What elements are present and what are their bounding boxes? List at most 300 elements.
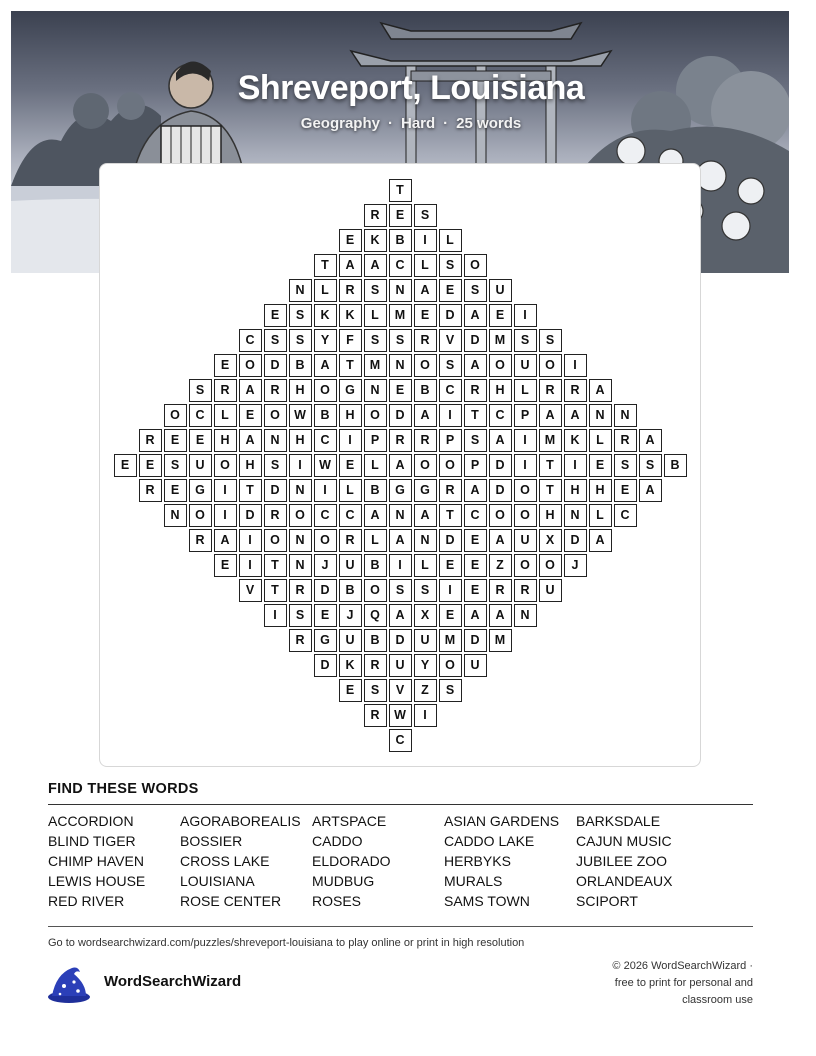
wizard-hat-icon (46, 964, 92, 1004)
grid-cell[interactable]: R (139, 429, 162, 452)
grid-cell[interactable]: A (414, 504, 437, 527)
difficulty-label: Hard (400, 115, 436, 132)
grid-cell[interactable]: B (414, 379, 437, 402)
grid-cell[interactable]: N (564, 504, 587, 527)
meta-separator: · (387, 115, 393, 132)
grid-cell[interactable]: I (514, 304, 537, 327)
grid-cell[interactable]: D (389, 629, 412, 652)
grid-cell[interactable]: G (389, 479, 412, 502)
grid-cell[interactable]: A (239, 429, 262, 452)
grid-cell[interactable]: S (414, 204, 437, 227)
word-list-item: SAMS TOWN (444, 893, 530, 909)
grid-cell[interactable]: D (264, 354, 287, 377)
grid-cell[interactable]: R (539, 379, 562, 402)
word-list-item: LEWIS HOUSE (48, 873, 146, 889)
grid-cell[interactable]: S (464, 279, 487, 302)
grid-cell[interactable]: R (489, 579, 512, 602)
grid-cell[interactable]: R (139, 479, 162, 502)
grid-cell[interactable]: S (389, 329, 412, 352)
grid-cell[interactable]: G (414, 479, 437, 502)
grid-cell[interactable]: S (414, 579, 437, 602)
grid-cell[interactable]: E (264, 304, 287, 327)
word-list-item: BOSSIER (180, 833, 243, 849)
grid-cell[interactable]: E (314, 604, 337, 627)
word-list-item: ELDORADO (312, 853, 391, 869)
grid-cell[interactable]: E (189, 429, 212, 452)
grid-cell[interactable]: C (389, 254, 412, 277)
grid-cell[interactable]: F (339, 329, 362, 352)
grid-cell[interactable]: S (464, 429, 487, 452)
grid-cell[interactable]: A (464, 479, 487, 502)
grid-cell[interactable]: W (314, 454, 337, 477)
grid-cell[interactable]: E (414, 304, 437, 327)
grid-cell[interactable]: G (314, 629, 337, 652)
grid-cell[interactable]: T (439, 504, 462, 527)
grid-cell[interactable]: L (364, 304, 387, 327)
grid-cell[interactable]: I (439, 579, 462, 602)
grid-cell[interactable]: A (389, 454, 412, 477)
grid-cell[interactable]: A (489, 429, 512, 452)
word-list-item: ARTSPACE (312, 813, 387, 829)
grid-cell[interactable]: I (514, 429, 537, 452)
grid-cell[interactable]: L (589, 429, 612, 452)
grid-cell[interactable]: Y (314, 329, 337, 352)
grid-cell[interactable]: P (439, 429, 462, 452)
grid-cell[interactable]: R (289, 579, 312, 602)
word-list-item: ROSES (312, 893, 362, 909)
grid-cell[interactable]: R (339, 279, 362, 302)
grid-cell[interactable]: B (389, 229, 412, 252)
grid-cell[interactable]: R (264, 379, 287, 402)
grid-cell[interactable]: B (289, 354, 312, 377)
grid-cell[interactable]: I (514, 454, 537, 477)
grid-cell[interactable]: I (339, 429, 362, 452)
meta-separator: · (443, 115, 449, 132)
word-list-item: ORLANDEAUX (576, 873, 673, 889)
grid-cell[interactable]: O (314, 379, 337, 402)
grid-cell[interactable]: A (464, 354, 487, 377)
grid-cell[interactable]: T (339, 354, 362, 377)
grid-cell[interactable]: A (214, 529, 237, 552)
grid-cell[interactable]: R (439, 479, 462, 502)
grid-cell[interactable]: H (289, 379, 312, 402)
grid-cell[interactable]: H (539, 504, 562, 527)
grid-cell[interactable]: I (314, 479, 337, 502)
grid-cell[interactable]: S (364, 679, 387, 702)
grid-cell[interactable]: I (214, 504, 237, 527)
grid-cell[interactable]: E (614, 479, 637, 502)
grid-cell[interactable]: A (639, 479, 662, 502)
grid-cell[interactable]: M (489, 629, 512, 652)
grid-cell[interactable]: P (364, 429, 387, 452)
grid-cell[interactable]: E (439, 554, 462, 577)
grid-cell[interactable]: A (589, 529, 612, 552)
grid-cell[interactable]: R (464, 379, 487, 402)
grid-cell[interactable]: D (439, 304, 462, 327)
grid-cell[interactable]: O (264, 404, 287, 427)
grid-cell[interactable]: H (489, 379, 512, 402)
grid-cell[interactable]: A (314, 354, 337, 377)
grid-cell[interactable]: U (489, 279, 512, 302)
grid-cell[interactable]: N (389, 504, 412, 527)
word-list-item: CADDO LAKE (444, 833, 535, 849)
grid-cell[interactable]: I (239, 529, 262, 552)
grid-cell[interactable]: R (564, 379, 587, 402)
grid-cell[interactable]: Q (364, 604, 387, 627)
grid-cell[interactable]: N (289, 554, 312, 577)
grid-cell[interactable]: A (489, 604, 512, 627)
grid-cell[interactable]: L (514, 379, 537, 402)
grid-cell[interactable]: A (539, 404, 562, 427)
grid-cell[interactable]: T (464, 404, 487, 427)
grid-cell[interactable]: R (364, 204, 387, 227)
grid-cell[interactable]: M (364, 354, 387, 377)
grid-cell[interactable]: C (389, 729, 412, 752)
grid-cell[interactable]: B (364, 629, 387, 652)
grid-cell[interactable]: R (214, 379, 237, 402)
grid-cell[interactable]: E (339, 454, 362, 477)
grid-cell[interactable]: W (389, 704, 412, 727)
puzzle-meta (11, 115, 789, 132)
grid-cell[interactable]: C (489, 404, 512, 427)
grid-cell[interactable]: A (464, 304, 487, 327)
grid-cell[interactable]: O (189, 504, 212, 527)
grid-cell[interactable]: U (189, 454, 212, 477)
grid-cell[interactable]: I (414, 229, 437, 252)
grid-cell[interactable]: A (239, 379, 262, 402)
grid-cell[interactable]: H (564, 479, 587, 502)
divider (48, 926, 753, 927)
word-list-item: BLIND TIGER (48, 833, 136, 849)
word-list-item: CADDO (312, 833, 363, 849)
grid-cell[interactable]: R (389, 429, 412, 452)
grid-cell[interactable]: R (189, 529, 212, 552)
grid-cell[interactable]: E (389, 204, 412, 227)
grid-cell[interactable]: S (514, 329, 537, 352)
grid-cell[interactable]: I (389, 554, 412, 577)
grid-cell[interactable]: C (439, 379, 462, 402)
grid-cell[interactable]: O (214, 454, 237, 477)
grid-cell[interactable]: N (289, 529, 312, 552)
grid-cell[interactable]: O (489, 354, 512, 377)
grid-cell[interactable]: M (389, 304, 412, 327)
grid-cell[interactable]: R (414, 429, 437, 452)
footer-link-text: Go to wordsearchwizard.com/puzzles/shreveport-louisiana to play online or print in high resolution (48, 937, 525, 949)
grid-cell[interactable]: S (439, 354, 462, 377)
grid-cell[interactable]: L (339, 479, 362, 502)
grid-cell[interactable]: S (264, 329, 287, 352)
grid-cell[interactable]: O (489, 504, 512, 527)
grid-cell[interactable]: D (314, 579, 337, 602)
grid-cell[interactable]: O (514, 554, 537, 577)
grid-cell[interactable]: C (239, 329, 262, 352)
grid-cell[interactable]: C (189, 404, 212, 427)
grid-cell[interactable]: A (389, 604, 412, 627)
grid-cell[interactable]: A (389, 529, 412, 552)
grid-cell[interactable]: T (264, 554, 287, 577)
grid-cell[interactable]: C (314, 504, 337, 527)
grid-cell[interactable]: O (239, 354, 262, 377)
grid-cell[interactable]: A (489, 529, 512, 552)
grid-cell[interactable]: O (439, 654, 462, 677)
grid-cell[interactable]: L (439, 229, 462, 252)
grid-cell[interactable]: S (264, 454, 287, 477)
grid-cell[interactable]: K (339, 304, 362, 327)
grid-cell[interactable]: S (389, 579, 412, 602)
grid-cell[interactable]: Y (414, 654, 437, 677)
grid-cell[interactable]: A (364, 254, 387, 277)
grid-cell[interactable]: N (414, 529, 437, 552)
grid-cell[interactable]: R (364, 654, 387, 677)
grid-cell[interactable]: T (389, 179, 412, 202)
grid-cell[interactable]: U (514, 529, 537, 552)
grid-cell[interactable]: N (389, 354, 412, 377)
grid-cell[interactable]: I (564, 454, 587, 477)
grid-cell[interactable]: M (539, 429, 562, 452)
grid-cell[interactable]: K (314, 304, 337, 327)
grid-cell[interactable]: O (364, 579, 387, 602)
grid-cell[interactable]: E (464, 579, 487, 602)
grid-cell[interactable]: E (239, 404, 262, 427)
word-list-item: HERBYKS (444, 853, 511, 869)
grid-cell[interactable]: O (264, 529, 287, 552)
grid-cell[interactable]: L (414, 554, 437, 577)
grid-cell[interactable]: J (314, 554, 337, 577)
grid-cell[interactable]: E (464, 554, 487, 577)
grid-cell[interactable]: M (489, 329, 512, 352)
grid-cell[interactable]: A (414, 279, 437, 302)
grid-cell[interactable]: V (389, 679, 412, 702)
grid-cell[interactable]: T (539, 479, 562, 502)
grid-cell[interactable]: I (264, 604, 287, 627)
grid-cell[interactable]: D (464, 329, 487, 352)
grid-cell[interactable]: K (564, 429, 587, 452)
grid-cell[interactable]: R (614, 429, 637, 452)
word-count-label: 25 words (456, 115, 522, 132)
grid-cell[interactable]: I (214, 479, 237, 502)
grid-cell[interactable]: S (164, 454, 187, 477)
grid-cell[interactable]: N (289, 279, 312, 302)
grid-cell[interactable]: E (114, 454, 137, 477)
grid-cell[interactable]: T (539, 454, 562, 477)
grid-cell[interactable]: J (339, 604, 362, 627)
word-list-item: ROSE CENTER (180, 893, 282, 909)
grid-cell[interactable]: V (239, 579, 262, 602)
grid-cell[interactable]: O (539, 354, 562, 377)
grid-cell[interactable]: N (514, 604, 537, 627)
grid-cell[interactable]: B (314, 404, 337, 427)
grid-cell[interactable]: U (514, 354, 537, 377)
grid-cell[interactable]: U (339, 554, 362, 577)
word-list-item: LOUISIANA (180, 873, 255, 889)
grid-cell[interactable]: I (289, 454, 312, 477)
grid-cell[interactable]: A (339, 254, 362, 277)
grid-cell[interactable]: R (264, 504, 287, 527)
grid-cell[interactable]: E (164, 479, 187, 502)
grid-cell[interactable]: O (514, 479, 537, 502)
grid-cell[interactable]: A (639, 429, 662, 452)
grid-cell[interactable]: E (214, 554, 237, 577)
grid-cell[interactable]: P (464, 454, 487, 477)
grid-cell[interactable]: A (364, 504, 387, 527)
grid-cell[interactable]: U (539, 579, 562, 602)
grid-cell[interactable]: H (214, 429, 237, 452)
grid-cell[interactable]: Z (414, 679, 437, 702)
word-list-item: RED RIVER (48, 893, 125, 909)
word-list-item: AGORABOREALIS (180, 813, 301, 829)
grid-cell[interactable]: C (339, 504, 362, 527)
word-list-heading: FIND THESE WORDS (48, 781, 199, 797)
word-list-item: CHIMP HAVEN (48, 853, 144, 869)
grid-cell[interactable]: S (289, 329, 312, 352)
copyright-line: free to print for personal and (614, 977, 753, 989)
grid-cell[interactable]: R (364, 704, 387, 727)
grid-cell[interactable]: N (164, 504, 187, 527)
grid-cell[interactable]: I (439, 404, 462, 427)
grid-cell[interactable]: C (314, 429, 337, 452)
grid-cell[interactable]: H (239, 454, 262, 477)
word-list-item: ACCORDION (48, 813, 134, 829)
grid-cell[interactable]: B (364, 479, 387, 502)
grid-cell[interactable]: E (214, 354, 237, 377)
page-title: Shreveport, Louisiana (237, 69, 585, 107)
grid-cell[interactable]: U (464, 654, 487, 677)
grid-cell[interactable]: I (564, 354, 587, 377)
grid-cell[interactable]: D (239, 504, 262, 527)
grid-cell[interactable]: N (389, 279, 412, 302)
grid-cell[interactable]: N (614, 404, 637, 427)
grid-cell[interactable]: N (264, 429, 287, 452)
grid-cell[interactable]: E (489, 304, 512, 327)
grid-cell[interactable]: N (289, 479, 312, 502)
grid-cell[interactable]: O (439, 454, 462, 477)
grid-cell[interactable]: A (589, 379, 612, 402)
grid-cell[interactable]: T (264, 579, 287, 602)
grid-cell[interactable]: D (489, 479, 512, 502)
grid-cell[interactable]: L (314, 279, 337, 302)
grid-cell[interactable]: D (264, 479, 287, 502)
word-list-item: CAJUN MUSIC (576, 833, 672, 849)
grid-cell[interactable]: K (339, 654, 362, 677)
grid-cell[interactable]: H (289, 429, 312, 452)
grid-cell[interactable]: R (514, 579, 537, 602)
grid-cell[interactable]: R (339, 529, 362, 552)
grid-cell[interactable]: L (414, 254, 437, 277)
word-list-item: SCIPORT (576, 893, 638, 909)
grid-cell[interactable]: E (139, 454, 162, 477)
grid-cell[interactable]: B (339, 579, 362, 602)
grid-cell[interactable]: W (289, 404, 312, 427)
grid-cell[interactable]: O (414, 454, 437, 477)
grid-cell[interactable]: D (464, 629, 487, 652)
grid-cell[interactable]: J (564, 554, 587, 577)
grid-cell[interactable]: S (364, 279, 387, 302)
grid-cell[interactable]: S (439, 679, 462, 702)
grid-cell[interactable]: D (439, 529, 462, 552)
grid-cell[interactable]: E (439, 279, 462, 302)
grid-cell[interactable]: P (514, 404, 537, 427)
grid-cell[interactable]: S (189, 379, 212, 402)
grid-cell[interactable]: D (489, 454, 512, 477)
grid-cell[interactable]: O (539, 554, 562, 577)
grid-cell[interactable]: S (639, 454, 662, 477)
word-list-item: MUDBUG (312, 873, 375, 889)
grid-cell[interactable]: G (189, 479, 212, 502)
grid-cell[interactable]: L (589, 504, 612, 527)
grid-cell[interactable]: O (314, 529, 337, 552)
grid-cell[interactable]: I (414, 704, 437, 727)
grid-cell[interactable]: O (289, 504, 312, 527)
grid-cell[interactable]: Z (489, 554, 512, 577)
grid-cell[interactable]: S (614, 454, 637, 477)
grid-cell[interactable]: E (439, 604, 462, 627)
grid-cell[interactable]: O (414, 354, 437, 377)
grid-cell[interactable]: S (289, 604, 312, 627)
grid-cell[interactable]: H (589, 479, 612, 502)
grid-cell[interactable]: L (364, 454, 387, 477)
grid-cell[interactable]: I (239, 554, 262, 577)
grid-cell[interactable]: O (364, 404, 387, 427)
grid-cell[interactable]: O (514, 504, 537, 527)
grid-cell[interactable]: E (589, 454, 612, 477)
grid-cell[interactable]: M (439, 629, 462, 652)
word-list-item: ASIAN GARDENS (444, 813, 560, 829)
grid-cell[interactable]: S (539, 329, 562, 352)
grid-cell[interactable]: R (414, 329, 437, 352)
grid-cell[interactable]: H (339, 404, 362, 427)
grid-cell[interactable]: E (389, 379, 412, 402)
grid-cell[interactable]: A (464, 604, 487, 627)
grid-cell[interactable]: R (289, 629, 312, 652)
grid-cell[interactable]: T (239, 479, 262, 502)
grid-cell[interactable]: C (464, 504, 487, 527)
grid-cell[interactable]: X (414, 604, 437, 627)
grid-cell[interactable]: V (439, 329, 462, 352)
grid-cell[interactable]: T (314, 254, 337, 277)
grid-cell[interactable]: U (389, 654, 412, 677)
grid-cell[interactable]: B (664, 454, 687, 477)
grid-cell[interactable]: E (464, 529, 487, 552)
grid-cell[interactable]: K (364, 229, 387, 252)
grid-cell[interactable]: D (314, 654, 337, 677)
grid-cell[interactable]: S (289, 304, 312, 327)
grid-cell[interactable]: N (589, 404, 612, 427)
grid-cell[interactable]: B (364, 554, 387, 577)
grid-cell[interactable]: U (414, 629, 437, 652)
grid-cell[interactable]: O (464, 254, 487, 277)
grid-cell[interactable]: G (339, 379, 362, 402)
grid-cell[interactable]: S (364, 329, 387, 352)
grid-cell[interactable]: D (564, 529, 587, 552)
grid-cell[interactable]: U (339, 629, 362, 652)
grid-cell[interactable]: O (164, 404, 187, 427)
grid-cell[interactable]: A (564, 404, 587, 427)
copyright-line: © 2026 WordSearchWizard · (612, 960, 753, 972)
grid-cell[interactable]: N (364, 379, 387, 402)
grid-cell[interactable]: X (539, 529, 562, 552)
grid-cell[interactable]: E (164, 429, 187, 452)
grid-cell[interactable]: E (339, 229, 362, 252)
grid-cell[interactable]: S (439, 254, 462, 277)
category-label: Geography (300, 115, 380, 132)
brand-name: WordSearchWizard (104, 973, 242, 990)
grid-cell[interactable]: A (414, 404, 437, 427)
grid-cell[interactable]: E (339, 679, 362, 702)
grid-cell[interactable]: L (364, 529, 387, 552)
grid-cell[interactable]: L (214, 404, 237, 427)
grid-cell[interactable]: C (614, 504, 637, 527)
grid-cell[interactable]: D (389, 404, 412, 427)
